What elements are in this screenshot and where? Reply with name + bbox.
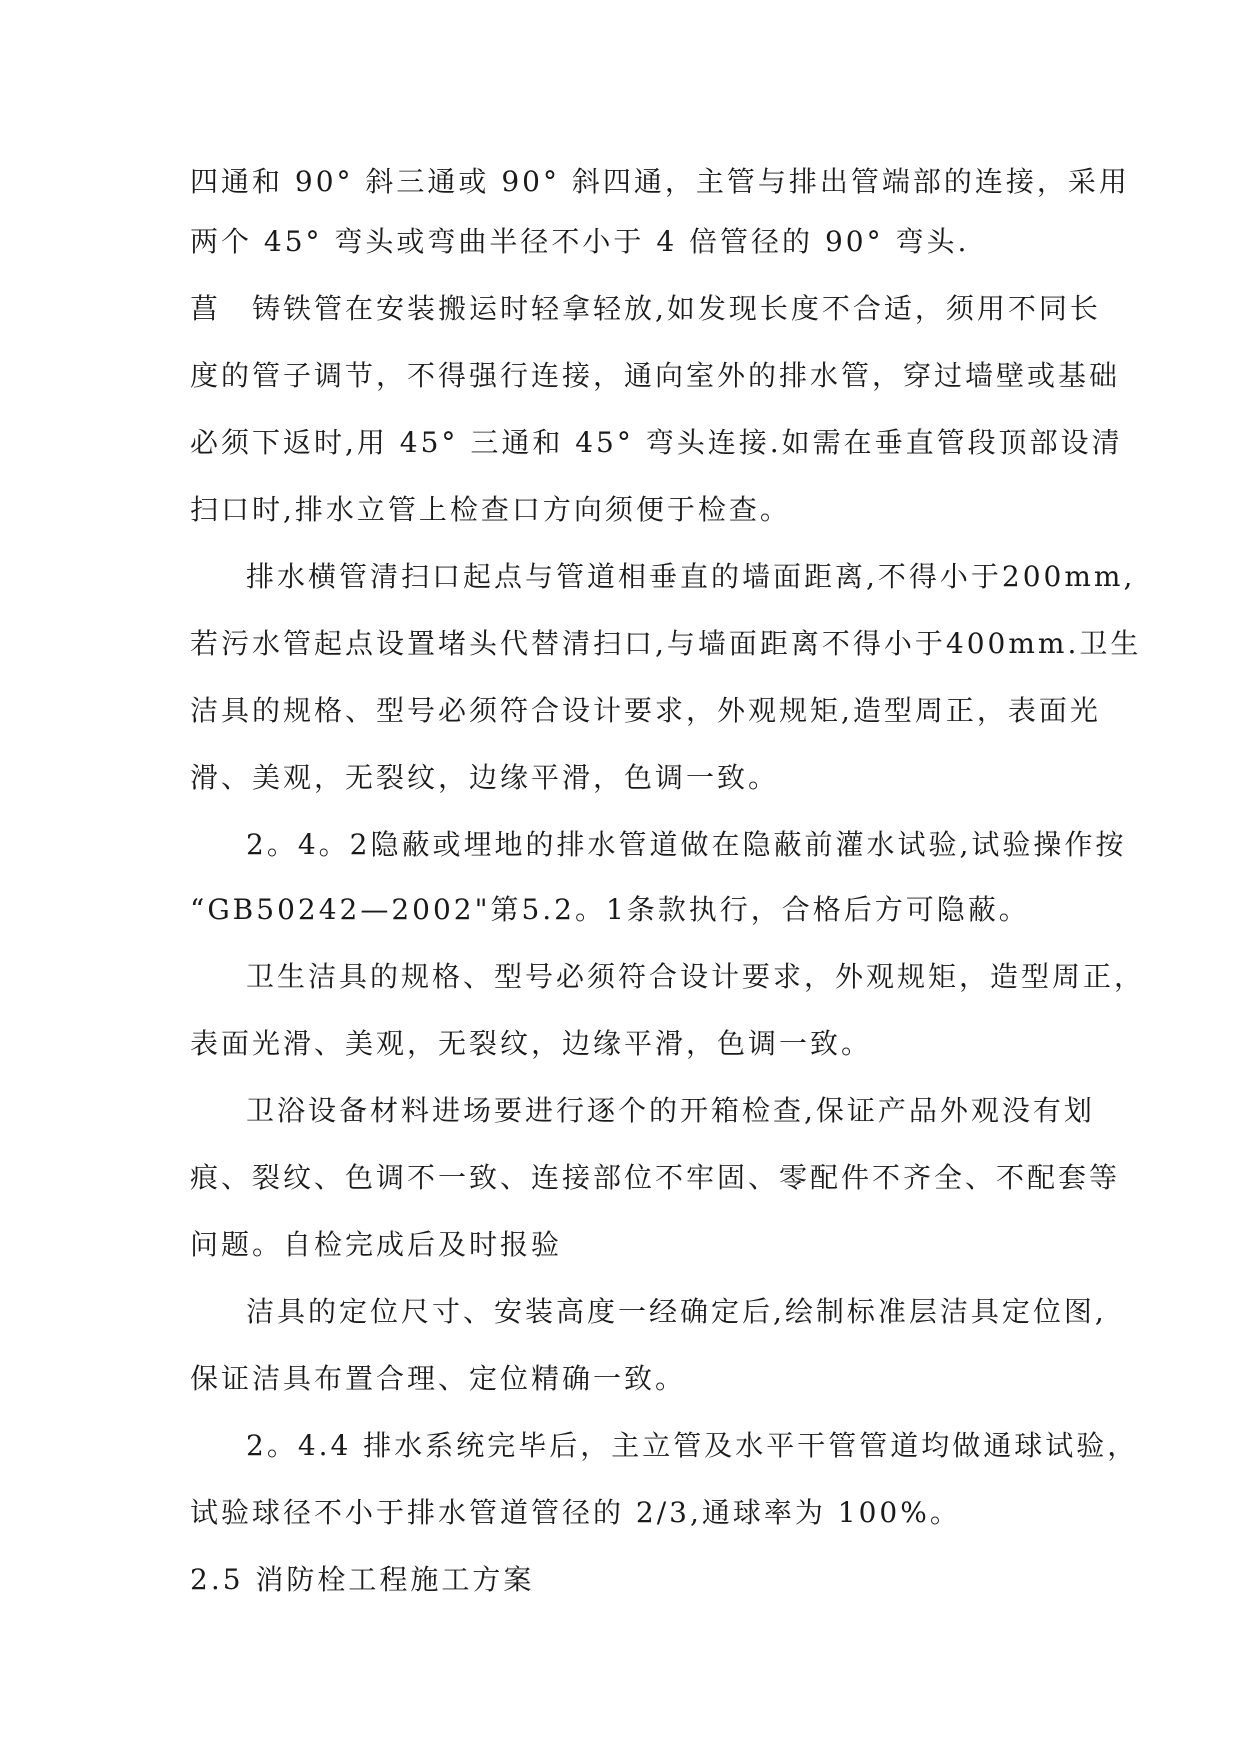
text-line: 洁具的定位尺寸、安装高度一经确定后,绘制标准层洁具定位图,	[246, 1295, 1107, 1328]
text-line: 扫口时,排水立管上检查口方向须便于检查。	[190, 493, 791, 526]
text-line: 卫浴设备材料进场要进行逐个的开箱检查,保证产品外观没有划	[246, 1094, 1095, 1127]
text-line: 痕、裂纹、色调不一致、连接部位不牢固、零配件不齐全、不配套等	[190, 1161, 1121, 1194]
section-heading: 2.5 消防栓工程施工方案	[190, 1563, 535, 1596]
text-line: 四通和 90° 斜三通或 90° 斜四通，主管与排出管端部的连接，采用	[190, 165, 1130, 198]
text-line: 2。4。2隐蔽或埋地的排水管道做在隐蔽前灌水试验,试验操作按	[246, 828, 1127, 861]
text-line: “GB50242—2002"第5.2。1条款执行，合格后方可隐蔽。	[190, 893, 1030, 926]
text-line: 保证洁具布置合理、定位精确一致。	[190, 1362, 687, 1395]
text-line: 菖 铸铁管在安装搬运时轻拿轻放,如发现长度不合适，须用不同长	[190, 292, 1101, 325]
text-line: 卫生洁具的规格、型号必须符合设计要求，外观规矩，造型周正，	[246, 960, 1146, 993]
text-line: 度的管子调节，不得强行连接，通向室外的排水管，穿过墙壁或基础	[190, 359, 1121, 392]
text-line: 表面光滑、美观，无裂纹，边缘平滑，色调一致。	[190, 1027, 873, 1060]
text-line: 2。4.4 排水系统完毕后，主立管及水平干管管道均做通球试验，	[246, 1429, 1139, 1462]
text-line: 必须下返时,用 45° 三通和 45° 弯头连接.如需在垂直管段顶部设清	[190, 426, 1123, 459]
text-line: 两个 45° 弯头或弯曲半径不小于 4 倍管径的 90° 弯头.	[190, 225, 970, 258]
text-line: 问题。自检完成后及时报验	[190, 1228, 563, 1261]
text-line: 滑、美观，无裂纹，边缘平滑，色调一致。	[190, 761, 780, 794]
text-line: 试验球径不小于排水管道管径的 2/3,通球率为 100%。	[190, 1496, 961, 1529]
text-line: 若污水管起点设置堵头代替清扫口,与墙面距离不得小于400mm.卫生	[190, 627, 1142, 660]
text-line: 洁具的规格、型号必须符合设计要求，外观规矩,造型周正，表面光	[190, 694, 1101, 727]
text-line: 排水横管清扫口起点与管道相垂直的墙面距离,不得小于200mm,	[246, 560, 1136, 593]
